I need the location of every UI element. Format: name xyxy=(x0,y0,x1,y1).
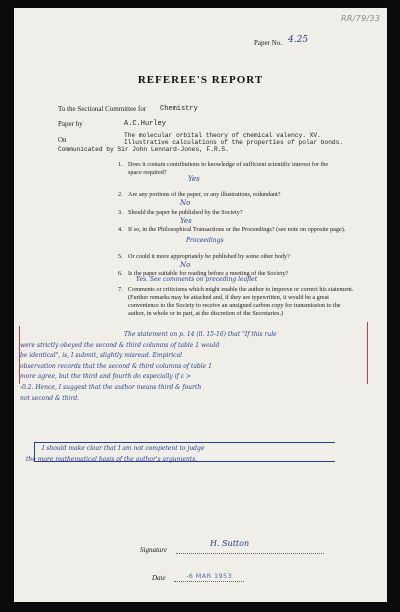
date-label: Date xyxy=(152,574,166,582)
question-text: Or could it more appropriately be published by some other body? xyxy=(128,253,290,260)
signature-value: H. Sutton xyxy=(210,539,250,548)
comment-line: The statement on p. 14 (ll. 15-16) that "If this rule xyxy=(124,331,277,338)
question-text: Should the paper be published by the Society? xyxy=(128,209,243,216)
referee-comments xyxy=(20,330,370,404)
answer-1: Yes xyxy=(188,175,200,183)
question-7 xyxy=(118,286,358,318)
question-number: 6. xyxy=(118,270,123,277)
paper-number-value: 4.25 xyxy=(288,35,309,45)
date-line xyxy=(174,581,244,582)
answer-6: Yes. See comments on preceding leaflet xyxy=(136,276,258,283)
paper-title-line2: Illustrative calculations of the properties of polar bonds. xyxy=(124,139,344,146)
on-label: On xyxy=(58,136,67,144)
question-text: If so, in the Philosophical Transactions or the Proceedings? (see note on opposite page). xyxy=(128,226,346,233)
question-number: 1. xyxy=(118,161,123,168)
question-number: 3. xyxy=(118,209,123,216)
question-2 xyxy=(118,191,348,199)
paper-by-value: A.C.Hurley xyxy=(124,120,167,128)
answer-5: No xyxy=(180,261,191,269)
comment-line: be identical", is, I submit, slightly misread. Empirical xyxy=(20,352,183,360)
referee-report-sheet xyxy=(14,8,387,602)
comment-line: I should make clear that I am not competent to judge xyxy=(42,445,205,452)
question-text: Comments or criticisms which might enable the author to improve or correct his statement. (Further remarks may be attached and, if they are typewritten, it would be a great convenience to the Society to receive an unsigned carbon copy for transmission to the author, in whole or in part, at the discretion of the Secretaries.) xyxy=(128,286,354,317)
comment-line: not second & third. xyxy=(20,394,80,402)
comment-line: -0.2. Hence, I suggest that the author means third & fourth xyxy=(20,383,202,391)
question-text: Are any portions of the paper, or any illustrations, redundant? xyxy=(128,191,281,198)
paper-by-label: Paper by xyxy=(58,120,83,128)
question-4 xyxy=(118,226,348,234)
date-stamp: -6 MAR 1953 xyxy=(186,572,233,580)
question-number: 5. xyxy=(118,253,123,260)
archive-reference: RR/79/33 xyxy=(341,14,381,23)
question-text: Does it contain contributions to knowledge of sufficient scientific interest for the space required? xyxy=(128,161,329,176)
comment-line: were strictly obeyed the second & third columns of table 1 would xyxy=(20,341,220,349)
report-title: REFEREE'S REPORT xyxy=(137,74,264,86)
question-1 xyxy=(118,161,338,177)
question-5 xyxy=(118,253,348,261)
question-number: 7. xyxy=(118,286,123,293)
paper-number-label: Paper No. xyxy=(254,39,282,47)
paper-title-line1: The molecular orbital theory of chemical valency. XV. xyxy=(124,132,321,139)
signature-line xyxy=(176,553,324,554)
comment-line: more agree, but the third and fourth do especially if ε > xyxy=(20,373,191,381)
comment-line: the more mathematical basis of the author's arguments. xyxy=(26,455,198,463)
committee-value: Chemistry xyxy=(160,105,198,113)
comment-line: observation records that the second & third columns of table 1 xyxy=(20,362,212,370)
answer-3: Yes xyxy=(180,217,192,225)
question-number: 4. xyxy=(118,226,123,233)
answer-2: No xyxy=(180,199,191,207)
communicated-by: Communicated by Sir John Lennard-Jones, F.R.S. xyxy=(58,146,229,153)
answer-4: Proceedings xyxy=(186,237,224,244)
question-number: 2. xyxy=(118,191,123,198)
question-text: Is the paper suitable for reading before a meeting of the Society? xyxy=(128,270,289,277)
competence-note xyxy=(20,444,370,465)
committee-label: To the Sectional Committee for xyxy=(58,105,147,113)
question-3 xyxy=(118,209,348,217)
signature-label: Signature xyxy=(140,546,167,554)
